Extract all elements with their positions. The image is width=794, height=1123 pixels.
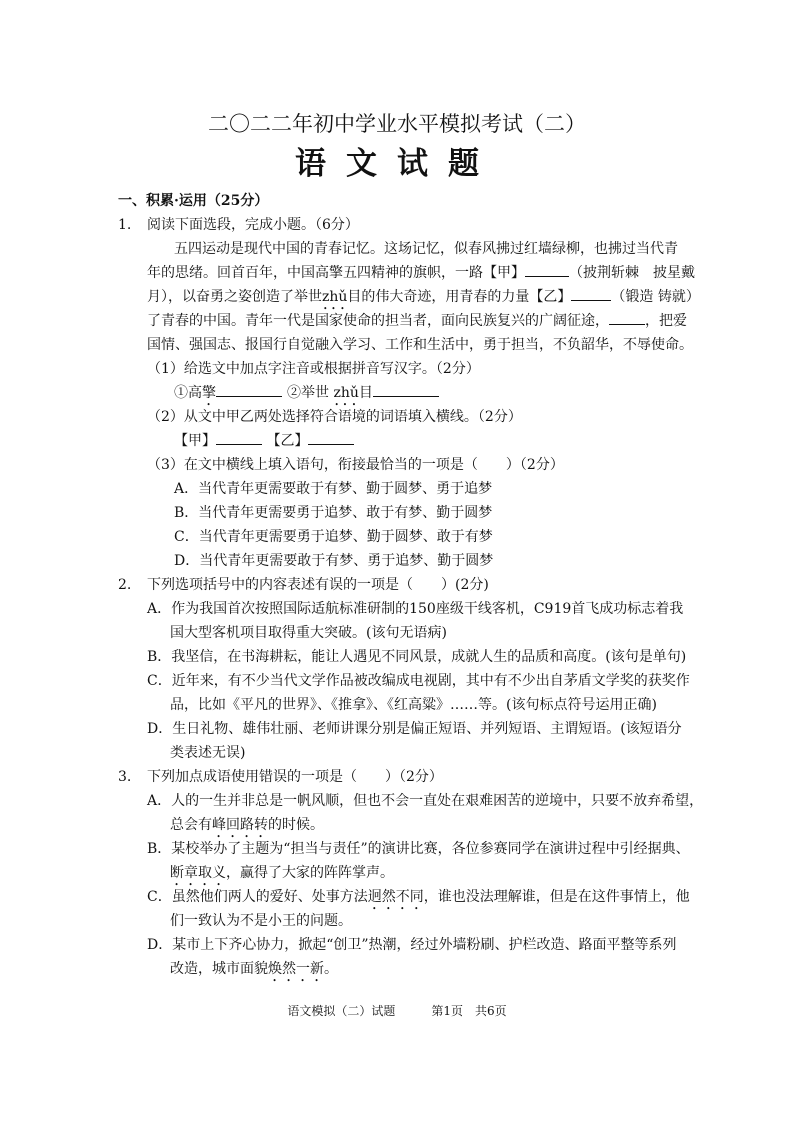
- q3-option-c-line2: 们一致认为不是小王的问题。: [170, 913, 352, 929]
- q2-option-a-line2: 国大型客机项目取得重大突破。(该句无语病): [170, 625, 447, 641]
- q3-option-b-line2: 断章取义，赢得了大家的阵阵掌声。: [170, 865, 394, 881]
- q1-sub3-option-d: D．当代青年更需要敢于有梦、勇于追梦、勤于圆梦: [174, 553, 494, 569]
- passage-line-2: 年的思绪。回首百年，中国高擎五四精神的旗帜，一路【甲】 （披荆斩棘 披星戴: [147, 262, 695, 284]
- q1-sub2-stem: （2）从文中甲乙两处选择符合语境的词语填入横线。（2分）: [147, 409, 522, 425]
- q3-option-d-line2: 改造，城市面貌焕然一新。: [170, 961, 338, 977]
- q2-option-c-line2: 品，比如《平凡的世界》、《推拿》、《红高粱》……等。(该句标点符号运用正确): [170, 697, 657, 713]
- q1-sub2-blanks: 【甲】 【乙】: [174, 430, 354, 452]
- q1-sub3-stem: （3）在文中横线上填入语句，衔接最恰当的一项是（ ）（2分）: [147, 457, 564, 473]
- section-heading: 一、积累·运用（25分）: [118, 193, 269, 209]
- q3-option-b-line1: B．某校举办了主题为“担当与责任”的演讲比赛，各位参赛同学在演讲过程中引经据典、: [147, 841, 690, 857]
- q2-option-c-line1: C．近年来，有不少当代文学作品被改编成电视剧，其中有不少出自茅盾文学奖的获奖作: [147, 673, 690, 689]
- q1-sub1-b: ②举世 zhǔ目: [287, 382, 439, 409]
- q1-sub3-option-b: B．当代青年更需要勇于追梦、敢于有梦、勤于圆梦: [174, 505, 493, 521]
- q2-option-a-line1: A．作为我国首次按照国际适航标准研制的150座级干线客机，C919首飞成功标志着我: [147, 601, 684, 617]
- passage-line-4: 了青春的中国。青年一代是国家使命的担当者，面向民族复兴的广阔征途， ，把爱: [147, 310, 687, 332]
- page-footer: [0, 1000, 794, 1022]
- footer-title: 语文模拟（二）试题: [287, 1004, 396, 1018]
- q3-option-d-line1: D．某市上下齐心协力，掀起“创卫”热潮，经过外墙粉刷、护栏改造、路面平整等系列: [147, 937, 677, 953]
- q1-number: 1.: [118, 217, 132, 233]
- answer-blank: [216, 382, 282, 397]
- q3-stem: 下列加点成语使用错误的一项是（ ）（2分）: [147, 769, 443, 785]
- q2-number: 2.: [118, 577, 132, 593]
- q1-sub3-option-c: C．当代青年更需要勇于追梦、勤于圆梦、敢于有梦: [174, 529, 493, 545]
- passage-line-5: 国情、强国志、报国行自觉融入学习、工作和生活中，勇于担当，不负韶华，不辱使命。: [147, 337, 693, 353]
- answer-blank: [373, 382, 439, 397]
- answer-blank: [308, 430, 354, 445]
- exam-title: 二〇二二年初中学业水平模拟考试（二）: [208, 112, 586, 136]
- answer-blank: [216, 430, 262, 445]
- q3-option-a-line1: A．人的一生并非总是一帆风顺，但也不会一直处在艰难困苦的逆境中，只要不放弃希望，: [147, 793, 704, 809]
- q1-sub3-option-a: A．当代青年更需要敢于有梦、勤于圆梦、勇于追梦: [174, 481, 493, 497]
- passage-line-3: 月），以奋勇之姿创造了举世zhǔ目的伟大奇迹，用青春的力量【乙】 （锻造 铸就）: [147, 286, 700, 313]
- q1-sub1-stem: （1）给选文中加点字注音或根据拼音写汉字。（2分）: [147, 361, 480, 377]
- q2-option-b: B．我坚信，在书海耕耘，能让人遇见不同风景，成就人生的品质和高度。(该句是单句): [147, 649, 687, 665]
- q2-stem: 下列选项括号中的内容表述有误的一项是（ ）(2分): [147, 577, 489, 593]
- passage-line-1: 五四运动是现代中国的青春记忆。这场记忆，似春风拂过红墙绿柳，也拂过当代青: [174, 241, 678, 257]
- blank-sentence: [609, 310, 645, 325]
- subject-title: 语文试题: [295, 146, 499, 182]
- q3-number: 3.: [118, 769, 132, 785]
- q1-stem: 阅读下面选段，完成小题。（6分）: [147, 217, 359, 233]
- footer-page-number: 第1页 共6页: [431, 1004, 507, 1018]
- q3-option-a-line2: 总会有峰回路转的时候。: [170, 817, 324, 833]
- blank-jia: [525, 262, 569, 277]
- q3-option-c-line1: C．虽然他们两人的爱好、处事方法迥然不同，谁也没法理解谁，但是在这件事情上，他: [147, 889, 690, 905]
- q1-sub1-a: ①高擎: [174, 382, 282, 409]
- q2-option-d-line1: D．生日礼物、雄伟壮丽、老师讲课分别是偏正短语、并列短语、主谓短语。(该短语分: [147, 721, 682, 737]
- blank-yi: [571, 286, 611, 301]
- q2-option-d-line2: 类表述无误): [170, 745, 246, 761]
